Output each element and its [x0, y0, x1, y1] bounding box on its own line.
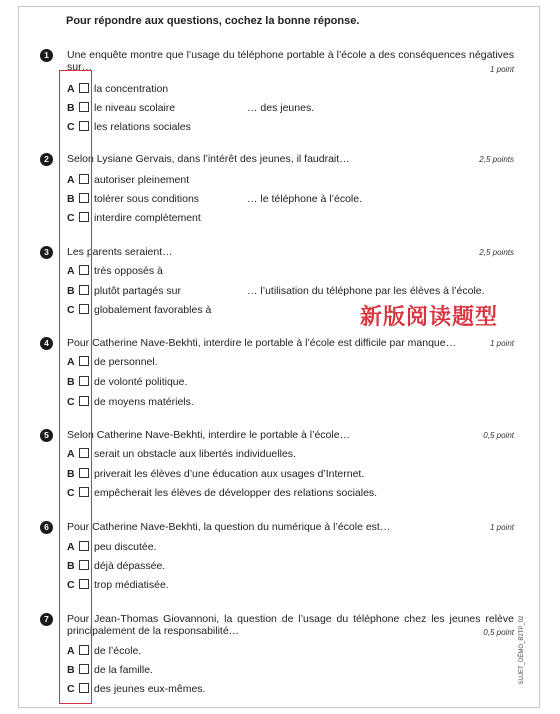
question-text: Selon Lysiane Gervais, dans l’intérêt des jeunes, il faudrait… — [67, 153, 350, 165]
option-a[interactable]: A serait un obstacle aux libertés individuelles. — [67, 448, 296, 460]
checkbox[interactable] — [79, 448, 89, 458]
checkbox[interactable] — [79, 487, 89, 497]
option-a[interactable]: A très opposés à — [67, 265, 163, 277]
checkbox[interactable] — [79, 541, 89, 551]
question-number: 3 — [40, 246, 53, 259]
side-code: SUJET_DÉMO_B2TP_02 — [519, 615, 525, 685]
option-b[interactable]: B tolérer sous conditions — [67, 193, 200, 205]
question-number: 2 — [40, 153, 53, 166]
question-number: 6 — [40, 521, 53, 534]
question-points: 2,5 points — [479, 248, 514, 257]
option-c[interactable]: C trop médiatisée. — [67, 579, 169, 591]
option-b[interactable]: B de la famille. — [67, 664, 153, 676]
option-c[interactable]: C des jeunes eux-mêmes. — [67, 683, 206, 695]
question-number: 7 — [40, 613, 53, 626]
checkbox[interactable] — [79, 356, 89, 366]
option-b[interactable]: B de volonté politique. — [67, 376, 188, 388]
checkbox[interactable] — [79, 468, 89, 478]
option-b[interactable]: B priverait les élèves d’une éducation aux usages d’Internet. — [67, 468, 365, 480]
option-b[interactable]: B plutôt partagés sur — [67, 285, 181, 297]
checkbox[interactable] — [79, 645, 89, 655]
option-c[interactable]: C globalement favorables à — [67, 304, 212, 316]
question-text: Pour Jean-Thomas Giovannoni, la question de l’usage du téléphone chez les jeunes relève principalement de la responsabilité… — [67, 613, 514, 637]
option-c[interactable]: C de moyens matériels. — [67, 396, 194, 408]
question-points: 2,5 points — [479, 155, 514, 164]
question-points: 0,5 point — [483, 628, 514, 637]
checkbox[interactable] — [79, 102, 89, 112]
sentence-continuation: … des jeunes. — [247, 102, 315, 114]
question-points: 1 point — [489, 65, 514, 74]
checkbox[interactable] — [79, 396, 89, 406]
checkbox[interactable] — [79, 212, 89, 222]
option-a[interactable]: A peu discutée. — [67, 541, 157, 553]
checkbox[interactable] — [79, 174, 89, 184]
checkbox[interactable] — [79, 560, 89, 570]
option-a[interactable]: A de personnel. — [67, 356, 158, 368]
option-c[interactable]: C interdire complètement — [67, 212, 201, 224]
question-text: Les parents seraient… — [67, 246, 173, 258]
sentence-continuation: … le téléphone à l’école. — [247, 193, 362, 205]
question-number: 1 — [40, 49, 53, 62]
checkbox[interactable] — [79, 265, 89, 275]
option-b[interactable]: B le niveau scolaire — [67, 102, 176, 114]
option-c[interactable]: C les relations sociales — [67, 121, 191, 133]
question-points: 1 point — [489, 523, 514, 532]
question-text: Selon Catherine Nave-Bekhti, interdire le portable à l’école… — [67, 429, 351, 441]
question-text: Pour Catherine Nave-Bekhti, interdire le portable à l’école est difficile par manque… — [67, 337, 457, 349]
question-number: 5 — [40, 429, 53, 442]
question-text: Une enquête montre que l’usage du téléphone portable à l’école a des conséquences négatives sur… — [67, 49, 514, 73]
question-points: 0,5 point — [483, 431, 514, 440]
question-number: 4 — [40, 337, 53, 350]
instruction-text: Pour répondre aux questions, cochez la bonne réponse. — [66, 15, 360, 27]
question-points: 1 point — [489, 339, 514, 348]
option-a[interactable]: A autoriser pleinement — [67, 174, 190, 186]
sentence-continuation: … l’utilisation du téléphone par les élèves à l’école. — [247, 285, 485, 297]
option-c[interactable]: C empêcherait les élèves de développer des relations sociales. — [67, 487, 378, 499]
watermark-label: 新版阅读题型 — [360, 305, 499, 330]
option-a[interactable]: A la concentration — [67, 83, 169, 95]
checkbox[interactable] — [79, 193, 89, 203]
option-b[interactable]: B déjà dépassée. — [67, 560, 166, 572]
checkbox[interactable] — [79, 304, 89, 314]
question-text: Pour Catherine Nave-Bekhti, la question du numérique à l’école est… — [67, 521, 391, 533]
checkbox[interactable] — [79, 579, 89, 589]
option-a[interactable]: A de l’école. — [67, 645, 142, 657]
checkbox[interactable] — [79, 376, 89, 386]
checkbox[interactable] — [79, 664, 89, 674]
checkbox[interactable] — [79, 285, 89, 295]
checkbox[interactable] — [79, 121, 89, 131]
checkbox[interactable] — [79, 83, 89, 93]
checkbox[interactable] — [79, 683, 89, 693]
